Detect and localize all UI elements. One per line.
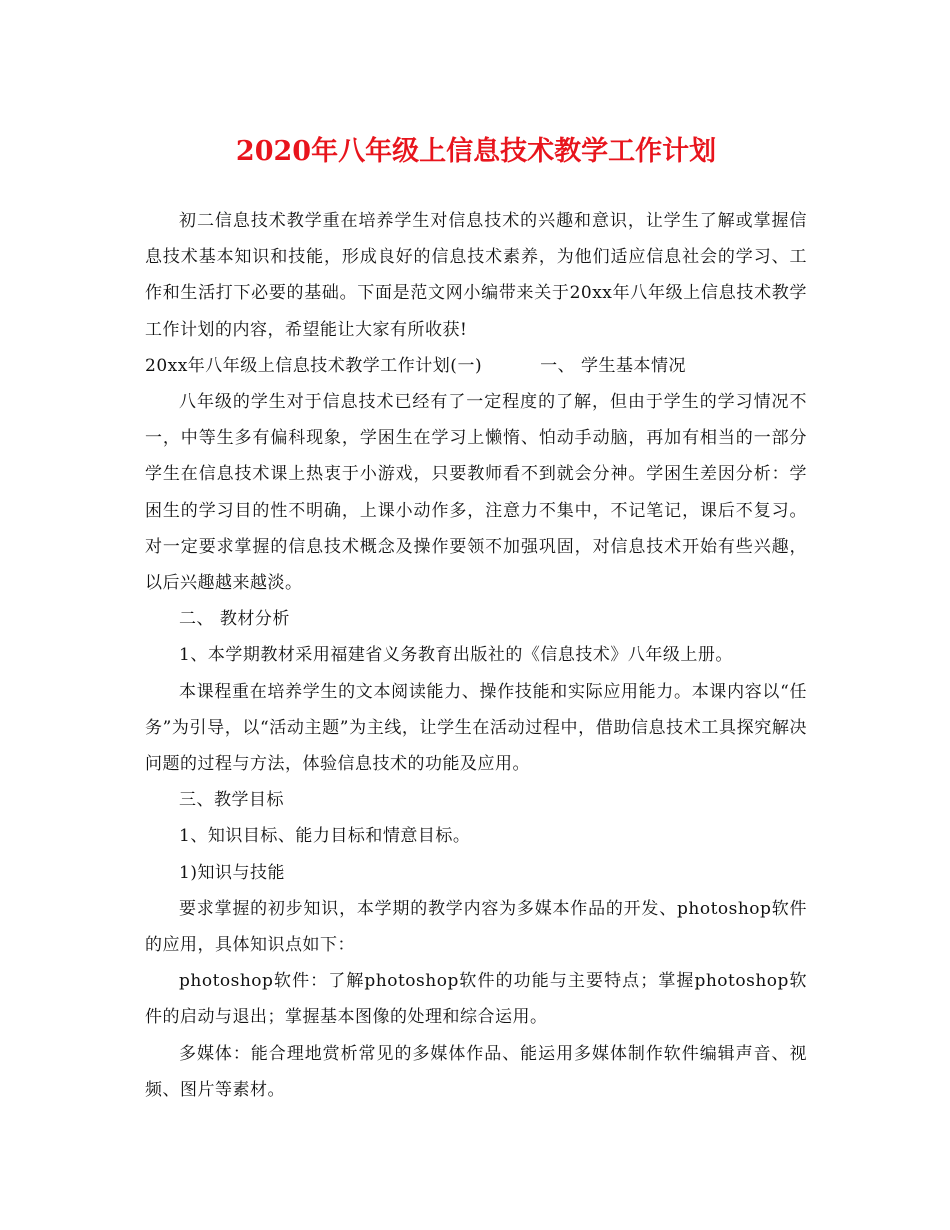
knowledge-skills-heading: 1)知识与技能 (179, 862, 285, 883)
student-situation-paragraph: 八年级的学生对于信息技术已经有了一定程度的了解，但由于学生的学习情况不一，中等生多有偏科现象，学困生在学习上懒惰、怕动手动脑，再加有相当的一部分学生在信息技术课上热衷于小游戏，只要教师看不到就会分神。学困生差因分析：学困生的学习目的性不明确，上课小动作多，注意力不集中，不记笔记，课后不复习。对一定要求掌握的信息技术概念及操作要领不加强巩固，对信息技术开始有些兴趣，以后兴趣越来越淡。 (145, 392, 807, 594)
document-body (145, 203, 807, 1108)
section-heading-3: 三、教学目标 (179, 790, 284, 811)
section-heading-2: 二、 教材分析 (179, 609, 290, 630)
multimedia-paragraph: 多媒体：能合理地赏析常见的多媒体作品、能运用多媒体制作软件编辑声音、视频、图片等素材。 (145, 1043, 807, 1100)
plan-subtitle: 20xx年八年级上信息技术教学工作计划(一) (145, 355, 483, 376)
intro-paragraph: 初二信息技术教学重在培养学生对信息技术的兴趣和意识，让学生了解或掌握信息技术基本知识和技能，形成良好的信息技术素养，为他们适应信息社会的学习、工作和生活打下必要的基础。下面是范文网小编带来关于20xx年八年级上信息技术教学工作计划的内容，希望能让大家有所收获! (145, 211, 807, 340)
document-title: 2020年八年级上信息技术教学工作计划 (235, 136, 717, 167)
photoshop-paragraph: photoshop软件：了解photoshop软件的功能与主要特点；掌握photoshop软件的启动与退出；掌握基本图像的处理和综合运用。 (145, 971, 807, 1028)
plan-heading-line (145, 348, 807, 384)
course-focus-paragraph: 本课程重在培养学生的文本阅读能力、操作技能和实际应用能力。本课内容以“任务”为引导，以“活动主题”为主线，让学生在活动过程中，借助信息技术工具探究解决问题的过程与方法，体验信息技术的功能及应用。 (145, 681, 807, 775)
section-heading-1: 一、 学生基本情况 (540, 355, 686, 376)
knowledge-paragraph: 要求掌握的初步知识，本学期的教学内容为多媒本作品的开发、photoshop软件的应用，具体知识点如下： (145, 898, 807, 956)
objectives-item: 1、知识目标、能力目标和情意目标。 (179, 826, 471, 847)
textbook-paragraph: 1、本学期教材采用福建省义务教育出版社的《信息技术》八年级上册。 (179, 645, 733, 666)
